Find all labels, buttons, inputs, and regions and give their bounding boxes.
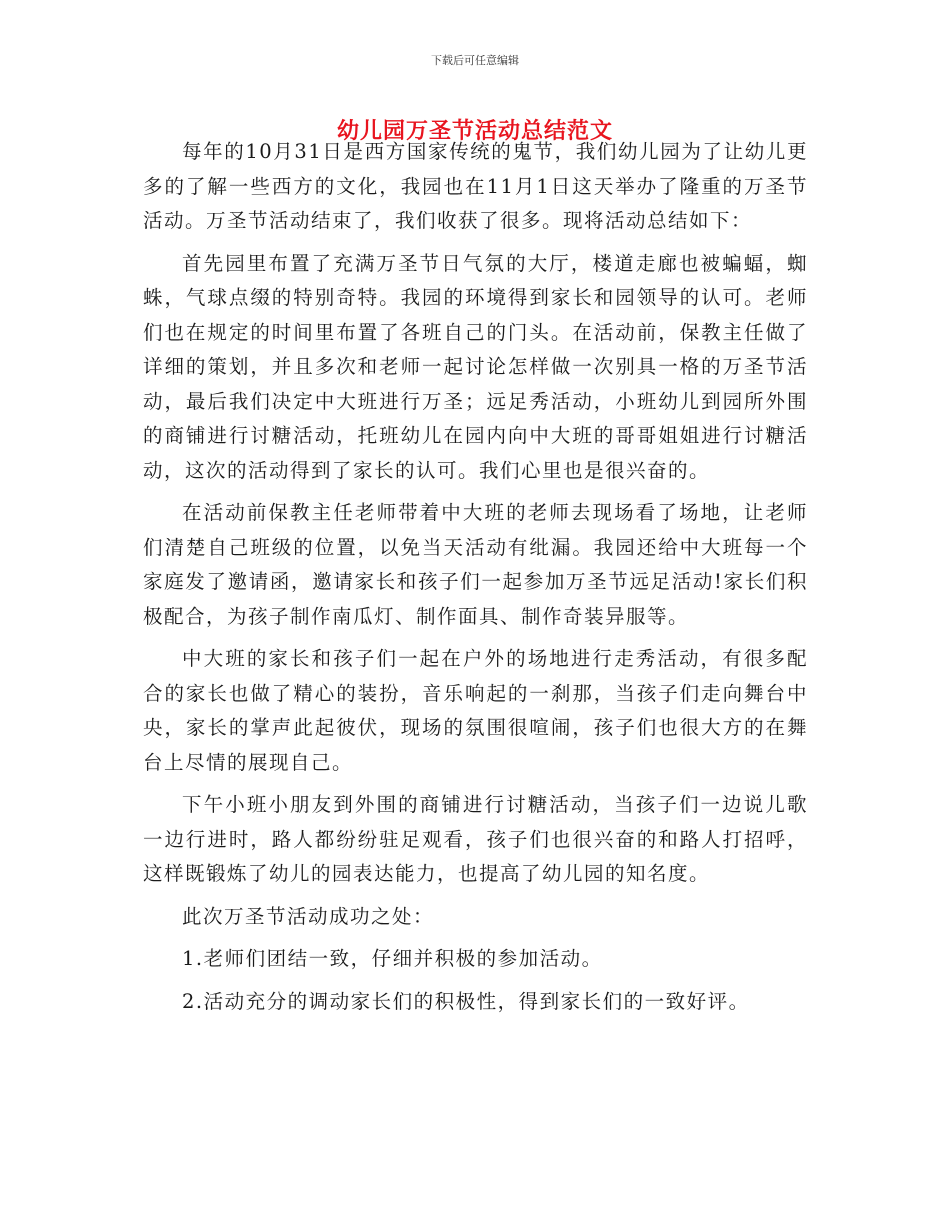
list-item-2: 2.活动充分的调动家长们的积极性，得到家长们的一致好评。 [182,989,750,1013]
header-note: 下载后可任意编辑 [431,54,519,67]
document-body [143,135,808,1019]
paragraph-candy: 下午小班小朋友到外围的商铺进行讨糖活动，当孩子们一边说儿歌一边行进时，路人都纷纷驻足观看，孩子们也很兴奋的和路人打招呼，这样既锻炼了幼儿的园表达能力，也提高了幼儿园的知名度。 [143,793,808,885]
paragraph-decoration: 首先园里布置了充满万圣节日气氛的大厅，楼道走廊也被蝙蝠，蜘蛛，气球点缀的特别奇特。我园的环境得到家长和园领导的认可。老师们也在规定的时间里布置了各班自己的门头。在活动前，保教主任做了详细的策划，并且多次和老师一起讨论怎样做一次别具一格的万圣节活动，最后我们决定中大班进行万圣；远足秀活动，小班幼儿到园所外围的商铺进行讨糖活动，托班幼儿在园内向中大班的哥哥姐姐进行讨糖活动，这次的活动得到了家长的认可。我们心里也是很兴奋的。 [143,251,808,482]
list-item-1: 1.老师们团结一致，仔细并积极的参加活动。 [182,947,603,970]
paragraph-show: 中大班的家长和孩子们一起在户外的场地进行走秀活动，有很多配合的家长也做了精心的装扮，音乐响起的一刹那，当孩子们走向舞台中央，家长的掌声此起彼伏，现场的氛围很喧闹，孩子们也很大方的在舞台上尽情的展现自己。 [143,647,808,774]
paragraph-preparation: 在活动前保教主任老师带着中大班的老师去现场看了场地，让老师们清楚自己班级的位置，以免当天活动有纰漏。我园还给中大班每一个家庭发了邀请函，邀请家长和孩子们一起参加万圣节远足活动!家长们积极配合，为孩子制作南瓜灯、制作面具、制作奇装异服等。 [143,501,808,628]
paragraph-intro: 每年的10月31日是西方国家传统的鬼节，我们幼儿园为了让幼儿更多的了解一些西方的文化，我园也在11月1日这天举办了隆重的万圣节活动。万圣节活动结束了，我们收获了很多。现将活动总结如下： [143,140,808,232]
paragraph-success-heading: 此次万圣节活动成功之处： [182,904,435,928]
document-title: 幼儿园万圣节活动总结范文 [336,119,613,144]
